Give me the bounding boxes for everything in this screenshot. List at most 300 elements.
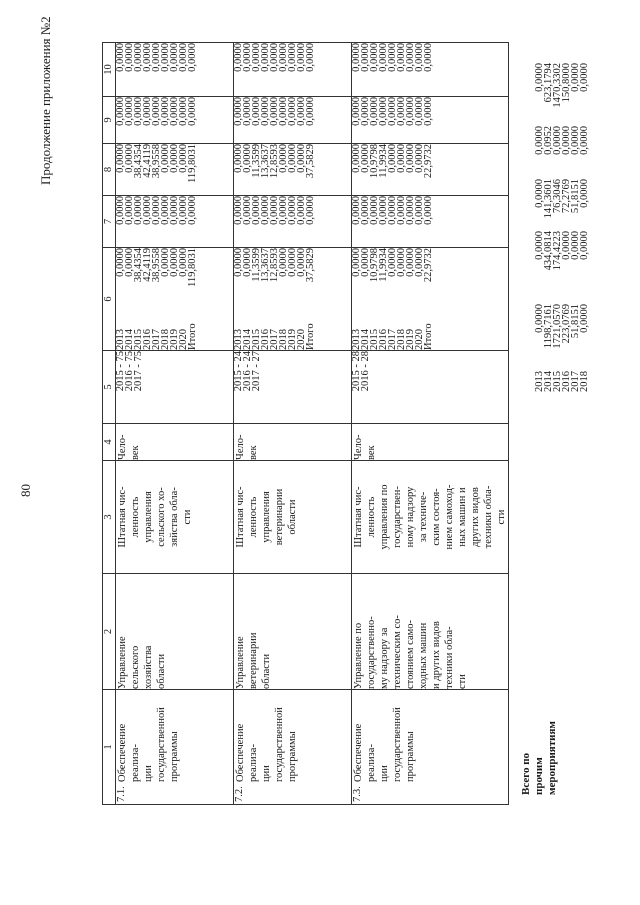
totals-years-value: 2018 <box>579 371 590 392</box>
c9-value: 0,0000 <box>115 97 126 126</box>
year-label: 2016 <box>260 329 271 350</box>
program-name-line: Обеспечение реализа- <box>117 723 141 782</box>
table-row <box>352 43 509 805</box>
year-label: Итого <box>305 323 316 350</box>
c9-value: 0,0000 <box>378 97 389 126</box>
c7-value: 0,0000 <box>396 196 407 225</box>
totals-c7-value: 0,0000 <box>570 231 581 260</box>
col6-value: 0,0000 <box>278 248 289 277</box>
col-header-1: 1 <box>103 690 116 805</box>
c10-value: 0,0000 <box>233 43 244 72</box>
c7-value: 0,0000 <box>414 196 425 225</box>
cell-unit <box>116 424 234 461</box>
c10-value: 0,0000 <box>260 43 271 72</box>
c7-value: 0,0000 <box>151 196 162 225</box>
program-name-line: программы <box>287 731 298 782</box>
indicator-line: сти <box>182 509 193 525</box>
totals-c9-value: 0,0000 <box>561 126 572 155</box>
c10-value: 0,0000 <box>378 43 389 72</box>
year-label: 2020 <box>414 329 425 350</box>
col6-value: 119,8031 <box>187 248 198 287</box>
c8-value: 0,0000 <box>115 144 126 173</box>
cell-periods <box>352 351 509 424</box>
table-body <box>116 43 509 805</box>
executor-line: ходных машин <box>418 622 429 689</box>
c9-value: 0,0000 <box>187 97 198 126</box>
indicator-line: сти <box>496 509 507 525</box>
c7-value: 0,0000 <box>360 196 371 225</box>
year-label: 2014 <box>242 329 253 350</box>
c8-value: 119,8031 <box>187 144 198 183</box>
period-value: 2015 - 28 <box>351 351 362 392</box>
totals-years-value: 2015 <box>552 371 563 392</box>
program-name-line: ции государственной <box>261 707 285 782</box>
indicator-line: ленность <box>366 496 377 538</box>
c8-value: 0,0000 <box>387 144 398 173</box>
c10-value: 0,0000 <box>278 43 289 72</box>
totals-c8-value: 141,3601 <box>543 179 554 219</box>
year-label: 2017 <box>387 329 398 350</box>
c10-value: 0,0000 <box>396 43 407 72</box>
year-label: 2014 <box>360 329 371 350</box>
totals-c8-value: 0,0000 <box>534 179 545 208</box>
c9-value: 0,0000 <box>142 97 153 126</box>
year-label: 2015 <box>369 329 380 350</box>
col6-value: 12,8593 <box>269 248 280 283</box>
col6-value: 0,0000 <box>124 248 135 277</box>
c9-value: 0,0000 <box>124 97 135 126</box>
col6-value: 0,0000 <box>233 248 244 277</box>
cell-c10 <box>352 43 509 97</box>
totals-c9-value: 0,0000 <box>579 126 590 155</box>
c7-value: 0,0000 <box>296 196 307 225</box>
cell-c7 <box>116 196 234 248</box>
cell-program-name <box>352 690 509 805</box>
c8-value: 10,9798 <box>369 144 380 179</box>
c9-value: 0,0000 <box>278 97 289 126</box>
row-number: 7.1. <box>116 786 127 802</box>
totals-c10-value: 150,8000 <box>561 63 572 103</box>
header-title: Продолжение приложения №2 <box>38 16 53 185</box>
c9-value: 0,0000 <box>360 97 371 126</box>
col6-value: 0,0000 <box>296 248 307 277</box>
years-list <box>351 320 434 350</box>
row-number: 7.2. <box>234 786 245 802</box>
year-label: 2019 <box>287 329 298 350</box>
c10-value: 0,0000 <box>187 43 198 72</box>
col-header-7: 7 <box>103 196 116 248</box>
totals-c7-value: 174,4223 <box>552 231 563 271</box>
indicator-line: области <box>287 499 298 535</box>
c10-value: 0,0000 <box>142 43 153 72</box>
c8-value: 38,9558 <box>151 144 162 179</box>
col6-wrap <box>115 248 198 350</box>
c7-value: 0,0000 <box>242 196 253 225</box>
cell-periods <box>116 351 234 424</box>
c9-value: 0,0000 <box>414 97 425 126</box>
totals-years-value: 2013 <box>534 371 545 392</box>
col-header-9: 9 <box>103 97 116 144</box>
program-name-line: ции государственной <box>379 707 403 782</box>
c9-value: 0,0000 <box>351 97 362 126</box>
program-name-line: ции государственной <box>143 707 167 782</box>
program-name <box>234 690 299 784</box>
c9-value: 0,0000 <box>151 97 162 126</box>
c10-value: 0,0000 <box>151 43 162 72</box>
c10-value: 0,0000 <box>251 43 262 72</box>
program-name-line: Обеспечение реализа- <box>235 723 259 782</box>
cell-c9 <box>116 97 234 144</box>
c10-value: 0,0000 <box>169 43 180 72</box>
indicator-line: ленность <box>248 496 259 538</box>
indicator-line: ных машин и <box>457 487 468 547</box>
indicator-line: за техниче- <box>418 491 429 543</box>
year-label: 2013 <box>351 329 362 350</box>
cell-indicator <box>116 461 234 574</box>
col6-value: 11,3599 <box>251 248 262 282</box>
c10-value: 0,0000 <box>423 43 434 72</box>
c9-value: 0,0000 <box>423 97 434 126</box>
col6-value: 0,0000 <box>160 248 171 277</box>
totals-c6-value: 51,8151 <box>570 304 581 339</box>
c7-value: 0,0000 <box>369 196 380 225</box>
year-label: 2013 <box>115 329 126 350</box>
c8-value: 0,0000 <box>360 144 371 173</box>
totals-c9-value: 0,0952 <box>543 126 554 155</box>
period-value: 2016 - 75 <box>124 351 135 392</box>
totals-c10-value: 1470,3302 <box>552 63 563 108</box>
executor-line: стоянием само- <box>405 620 416 689</box>
col-header-3: 3 <box>103 461 116 574</box>
totals-c6-value: 0,0000 <box>534 304 545 333</box>
c8-value: 0,0000 <box>124 144 135 173</box>
indicator-line: управления по <box>379 484 390 550</box>
executor-line: Управление <box>235 636 246 689</box>
c7-value: 0,0000 <box>178 196 189 225</box>
totals-c10-value: 0,0000 <box>534 63 545 92</box>
cell-unit <box>352 424 509 461</box>
col6-values <box>351 248 434 320</box>
c7-value: 0,0000 <box>160 196 171 225</box>
indicator-line: управления <box>261 491 272 543</box>
cell-executor <box>116 574 234 690</box>
executor-line: Управление по <box>353 622 364 689</box>
totals-years-value: 2014 <box>543 371 554 392</box>
unit-line: Чело- <box>235 434 246 460</box>
c9-value: 0,0000 <box>133 97 144 126</box>
totals-c10-value: 0,0000 <box>570 63 581 92</box>
c7-value: 0,0000 <box>405 196 416 225</box>
c10-value: 0,0000 <box>242 43 253 72</box>
row-number: 7.3. <box>352 786 363 802</box>
totals-c9-value: 0,0000 <box>534 126 545 155</box>
period-value: 2017 - 75 <box>133 351 144 392</box>
year-label: Итого <box>423 323 434 350</box>
program-name-line: программы <box>405 731 416 782</box>
col6-value: 0,0000 <box>287 248 298 277</box>
executor-line: государственно- <box>366 616 377 689</box>
col6-values <box>233 248 316 320</box>
indicator-line: Штатная чис- <box>117 486 128 548</box>
indicator-line: нием самоход- <box>444 484 455 550</box>
col6-value: 0,0000 <box>396 248 407 277</box>
year-label: 2016 <box>142 329 153 350</box>
executor-line: му надзору за <box>379 627 390 689</box>
totals-c7-value: 0,0000 <box>534 231 545 260</box>
year-label: 2020 <box>178 329 189 350</box>
totals-col-7 <box>535 231 589 285</box>
c8-value: 11,3599 <box>251 144 262 178</box>
c10-value: 0,0000 <box>296 43 307 72</box>
cell-indicator <box>234 461 352 574</box>
cell-c8 <box>234 144 352 196</box>
indicator-line: сельского хо- <box>156 487 167 547</box>
c9-value: 0,0000 <box>387 97 398 126</box>
c9-value: 0,0000 <box>396 97 407 126</box>
table-row <box>116 43 234 805</box>
col6-value: 42,4119 <box>142 248 153 282</box>
col6-wrap <box>233 248 316 350</box>
year-label: 2020 <box>296 329 307 350</box>
totals-c10-value: 623,1794 <box>543 63 554 103</box>
col6-value: 0,0000 <box>387 248 398 277</box>
c10-value: 0,0000 <box>405 43 416 72</box>
period-value: 2017 - 27 <box>251 351 262 392</box>
totals-c6-value: 1198,7161 <box>543 304 554 349</box>
executor-line: области <box>261 653 272 689</box>
program-cell-wrap <box>352 690 417 804</box>
c9-value: 0,0000 <box>251 97 262 126</box>
c7-value: 0,0000 <box>260 196 271 225</box>
cell-executor <box>352 574 509 690</box>
indicator-line: Штатная чис- <box>235 486 246 548</box>
period-value: 2015 - 75 <box>115 351 126 392</box>
c8-value: 0,0000 <box>396 144 407 173</box>
totals-c7-value: 434,0814 <box>543 231 554 271</box>
cell-program-name <box>116 690 234 805</box>
c8-value: 11,9934 <box>378 144 389 178</box>
c7-value: 0,0000 <box>124 196 135 225</box>
c9-value: 0,0000 <box>169 97 180 126</box>
c7-value: 0,0000 <box>115 196 126 225</box>
year-label: 2015 <box>251 329 262 350</box>
years-list <box>233 320 316 350</box>
indicator-line: управления <box>143 491 154 543</box>
c10-value: 0,0000 <box>160 43 171 72</box>
cell-c9 <box>352 97 509 144</box>
indicator-line: государствен- <box>392 486 403 548</box>
c8-value: 0,0000 <box>351 144 362 173</box>
year-label: 2016 <box>378 329 389 350</box>
executor-line: Управление <box>117 636 128 689</box>
cell-c10 <box>234 43 352 97</box>
c8-value: 22,9732 <box>423 144 434 179</box>
year-label: 2018 <box>278 329 289 350</box>
c9-value: 0,0000 <box>260 97 271 126</box>
cell-c8 <box>352 144 509 196</box>
c8-value: 38,4354 <box>133 144 144 179</box>
unit-line: Чело- <box>117 434 128 460</box>
c7-value: 0,0000 <box>133 196 144 225</box>
page-number: 80 <box>18 484 33 497</box>
table-row <box>234 43 352 805</box>
totals-c8-value: 51,8151 <box>570 179 581 214</box>
indicator-line: зяйства обла- <box>169 487 180 547</box>
col-header-6: 6 <box>103 248 116 351</box>
c8-value: 0,0000 <box>296 144 307 173</box>
executor-line: техники обла- <box>444 626 455 689</box>
cell-c7 <box>234 196 352 248</box>
c10-value: 0,0000 <box>124 43 135 72</box>
column-header-row <box>103 43 116 805</box>
c8-value: 0,0000 <box>414 144 425 173</box>
executor-line: техническим со- <box>392 615 403 689</box>
program-name <box>352 690 417 784</box>
program-table <box>102 42 509 805</box>
col6-value: 0,0000 <box>169 248 180 277</box>
indicator-line: ским состоя- <box>431 488 442 546</box>
year-label: 2015 <box>133 329 144 350</box>
totals-years-value: 2017 <box>570 371 581 392</box>
c8-value: 0,0000 <box>169 144 180 173</box>
year-label: 2019 <box>405 329 416 350</box>
totals-c7-value: 0,0000 <box>561 231 572 260</box>
c8-value: 13,3637 <box>260 144 271 179</box>
indicator-line: техники обла- <box>483 485 494 549</box>
program-name <box>116 690 181 784</box>
program-name-line: программы <box>169 731 180 782</box>
c7-value: 0,0000 <box>233 196 244 225</box>
c10-value: 0,0000 <box>387 43 398 72</box>
c8-value: 0,0000 <box>160 144 171 173</box>
year-label: 2019 <box>169 329 180 350</box>
c8-value: 0,0000 <box>405 144 416 173</box>
cell-executor <box>234 574 352 690</box>
c10-value: 0,0000 <box>133 43 144 72</box>
totals-c6-value: 0,0000 <box>579 304 590 333</box>
c9-value: 0,0000 <box>269 97 280 126</box>
year-label: Итого <box>187 323 198 350</box>
c7-value: 0,0000 <box>351 196 362 225</box>
totals-c7-value: 0,0000 <box>579 231 590 260</box>
c10-value: 0,0000 <box>351 43 362 72</box>
c7-value: 0,0000 <box>387 196 398 225</box>
totals-col-6 <box>535 304 589 360</box>
c7-value: 0,0000 <box>169 196 180 225</box>
c8-value: 37,5829 <box>305 144 316 179</box>
totals-c8-value: 0,0000 <box>579 179 590 208</box>
c10-value: 0,0000 <box>369 43 380 72</box>
col6-value: 0,0000 <box>115 248 126 277</box>
year-label: 2018 <box>160 329 171 350</box>
c8-value: 0,0000 <box>242 144 253 173</box>
unit-line: век <box>248 445 259 460</box>
col6-value: 13,3637 <box>260 248 271 283</box>
c10-value: 0,0000 <box>305 43 316 72</box>
col6-value: 0,0000 <box>242 248 253 277</box>
indicator-line: ному надзору <box>405 486 416 548</box>
c7-value: 0,0000 <box>278 196 289 225</box>
col-header-8: 8 <box>103 144 116 196</box>
totals-col-8 <box>535 179 589 235</box>
period-value: 2016 - 24 <box>242 351 253 392</box>
c7-value: 0,0000 <box>287 196 298 225</box>
totals-label: Всего по прочим мероприятиям <box>520 721 558 795</box>
c10-value: 0,0000 <box>287 43 298 72</box>
cell-program-name <box>234 690 352 805</box>
cell-c7 <box>352 196 509 248</box>
year-label: 2013 <box>233 329 244 350</box>
col6-value: 37,5829 <box>305 248 316 283</box>
col6-value: 22,9732 <box>423 248 434 283</box>
c9-value: 0,0000 <box>369 97 380 126</box>
executor-line: сельского <box>130 645 141 689</box>
cell-indicator <box>352 461 509 574</box>
c9-value: 0,0000 <box>296 97 307 126</box>
executor-line: области <box>156 653 167 689</box>
c9-value: 0,0000 <box>233 97 244 126</box>
cell-c8 <box>116 144 234 196</box>
totals-c8-value: 72,2769 <box>561 179 572 214</box>
totals-c8-value: 76,3046 <box>552 179 563 214</box>
c8-value: 0,0000 <box>233 144 244 173</box>
totals-c9-value: 0,0000 <box>570 126 581 155</box>
totals-c9-value: 0,0000 <box>552 126 563 155</box>
c10-value: 0,0000 <box>360 43 371 72</box>
cell-unit <box>234 424 352 461</box>
cell-c9 <box>234 97 352 144</box>
col6-value: 0,0000 <box>405 248 416 277</box>
totals-col-10 <box>535 63 589 123</box>
c8-value: 0,0000 <box>278 144 289 173</box>
program-cell-wrap <box>234 690 299 804</box>
col6-value: 38,4354 <box>133 248 144 283</box>
c8-value: 0,0000 <box>287 144 298 173</box>
col6-value: 0,0000 <box>360 248 371 277</box>
col-header-10: 10 <box>103 43 116 97</box>
c9-value: 0,0000 <box>287 97 298 126</box>
c9-value: 0,0000 <box>160 97 171 126</box>
period-value: 2016 - 28 <box>360 351 371 392</box>
year-label: 2017 <box>269 329 280 350</box>
c8-value: 12,8593 <box>269 144 280 179</box>
c7-value: 0,0000 <box>187 196 198 225</box>
col6-value: 0,0000 <box>414 248 425 277</box>
executor-line: и других видов <box>431 621 442 689</box>
col6-wrap <box>351 248 434 350</box>
c10-value: 0,0000 <box>269 43 280 72</box>
c9-value: 0,0000 <box>178 97 189 126</box>
cell-col-6 <box>116 248 234 351</box>
c7-value: 0,0000 <box>142 196 153 225</box>
c7-value: 0,0000 <box>251 196 262 225</box>
c7-value: 0,0000 <box>423 196 434 225</box>
indicator-line: ветеринарии <box>274 488 285 546</box>
cell-periods <box>234 351 352 424</box>
executor-line: хозяйства <box>143 645 154 689</box>
c9-value: 0,0000 <box>242 97 253 126</box>
c8-value: 42,4119 <box>142 144 153 178</box>
col6-value: 0,0000 <box>178 248 189 277</box>
col-header-2: 2 <box>103 574 116 690</box>
c10-value: 0,0000 <box>115 43 126 72</box>
unit-line: Чело- <box>353 434 364 460</box>
col6-value: 0,0000 <box>351 248 362 277</box>
indicator-line: других видов <box>470 487 481 547</box>
c7-value: 0,0000 <box>378 196 389 225</box>
unit-line: век <box>366 445 377 460</box>
c10-value: 0,0000 <box>414 43 425 72</box>
